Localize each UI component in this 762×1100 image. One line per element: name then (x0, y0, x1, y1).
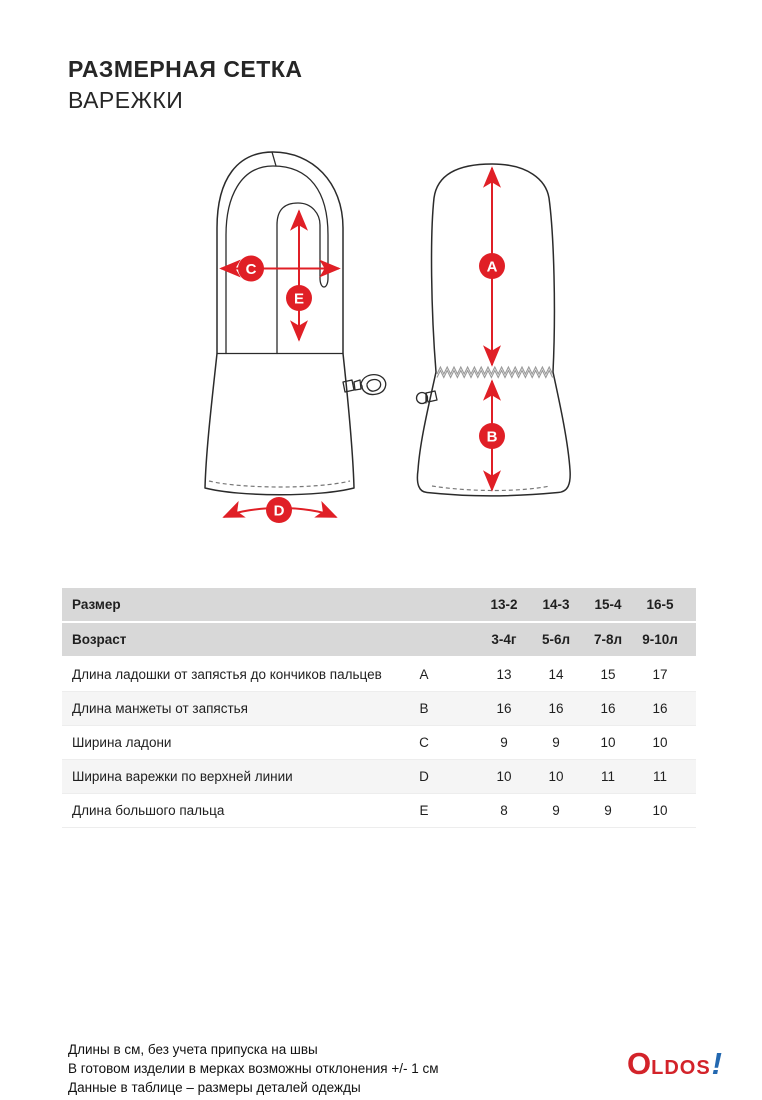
footer-notes (68, 1040, 439, 1097)
measure-marker-B (479, 423, 505, 449)
page-title (68, 54, 302, 116)
page-title-main: РАЗМЕРНАЯ СЕТКА (68, 56, 303, 82)
value-cell: 10 (652, 735, 668, 750)
row-label: Возраст (72, 632, 127, 647)
note-line: В готовом изделии в мерках возможны отклонения +/- 1 см (68, 1061, 439, 1076)
value-cell: 16 (652, 701, 668, 716)
mitten-palm-outline-icon (205, 152, 354, 495)
value-cell: 9 (552, 803, 560, 818)
measure-arrows (221, 168, 492, 517)
note-line: Длины в см, без учета припуска на швы (68, 1042, 318, 1057)
value-cell: 13 (496, 667, 512, 682)
mitten-measurement-diagram (180, 140, 600, 540)
marker-letter-a: A (486, 258, 498, 276)
note-line: Данные в таблице – размеры деталей одежды (68, 1080, 361, 1095)
size-table (62, 588, 696, 828)
row-label: Длина большого пальца (72, 803, 225, 818)
hanging-loop-icon (417, 391, 438, 404)
table-row-size (62, 588, 696, 623)
size-cell: 16-5 (646, 597, 674, 612)
row-letter: D (419, 769, 429, 784)
measure-marker-C (238, 256, 264, 282)
table-row-measure-d (62, 760, 696, 794)
marker-letter-c: C (245, 261, 257, 278)
row-letter: B (419, 701, 429, 716)
age-cell: 7-8л (593, 632, 623, 647)
marker-letter-e: E (293, 290, 305, 308)
size-cell: 14-3 (542, 597, 570, 612)
value-cell: 11 (652, 769, 667, 784)
row-label: Ширина ладони (72, 735, 172, 750)
value-cell: 16 (600, 701, 616, 716)
value-cell: 16 (548, 701, 564, 716)
logo-rest: LDOS (651, 1057, 711, 1079)
value-cell: 10 (600, 735, 616, 750)
table-row-measure-b (62, 692, 696, 726)
elastic-zigzag-line (437, 371, 553, 378)
table-row-measure-a (62, 658, 696, 692)
measure-marker-E (286, 285, 312, 311)
value-cell: 16 (496, 701, 512, 716)
age-cell: 9-10л (642, 632, 678, 647)
value-cell: 9 (604, 803, 612, 818)
value-cell: 10 (496, 769, 512, 784)
oldos-logo (627, 1046, 722, 1082)
value-cell: 15 (600, 667, 616, 682)
carabiner-clip-icon (343, 375, 386, 395)
measure-marker-D (266, 497, 292, 523)
value-cell: 10 (548, 769, 564, 784)
row-letter: E (419, 803, 429, 818)
row-letter: A (419, 667, 429, 682)
value-cell: 10 (652, 803, 668, 818)
page-title-sub: ВАРЕЖКИ (68, 87, 184, 113)
row-label: Длина ладошки от запястья до кончиков пальцев (72, 667, 382, 682)
row-letter: C (419, 735, 429, 750)
table-row-measure-c (62, 726, 696, 760)
value-cell: 9 (500, 735, 508, 750)
marker-letter-b: B (486, 428, 498, 446)
marker-letter-d: D (273, 502, 285, 520)
logo-initial: O (626, 1046, 652, 1081)
logo-exclamation: ! (711, 1046, 722, 1081)
table-row-age (62, 623, 696, 658)
value-cell: 9 (552, 735, 560, 750)
age-cell: 5-6л (541, 632, 571, 647)
value-cell: 14 (548, 667, 564, 682)
value-cell: 17 (652, 667, 668, 682)
row-label: Ширина варежки по верхней линии (72, 769, 293, 784)
size-cell: 15-4 (594, 597, 622, 612)
value-cell: 11 (600, 769, 615, 784)
size-cell: 13-2 (490, 597, 518, 612)
age-cell: 3-4г (491, 632, 517, 647)
measure-marker-A (479, 253, 505, 279)
row-label: Длина манжеты от запястья (72, 701, 248, 716)
value-cell: 8 (500, 803, 508, 818)
table-row-measure-e (62, 794, 696, 828)
row-label: Размер (72, 597, 121, 612)
